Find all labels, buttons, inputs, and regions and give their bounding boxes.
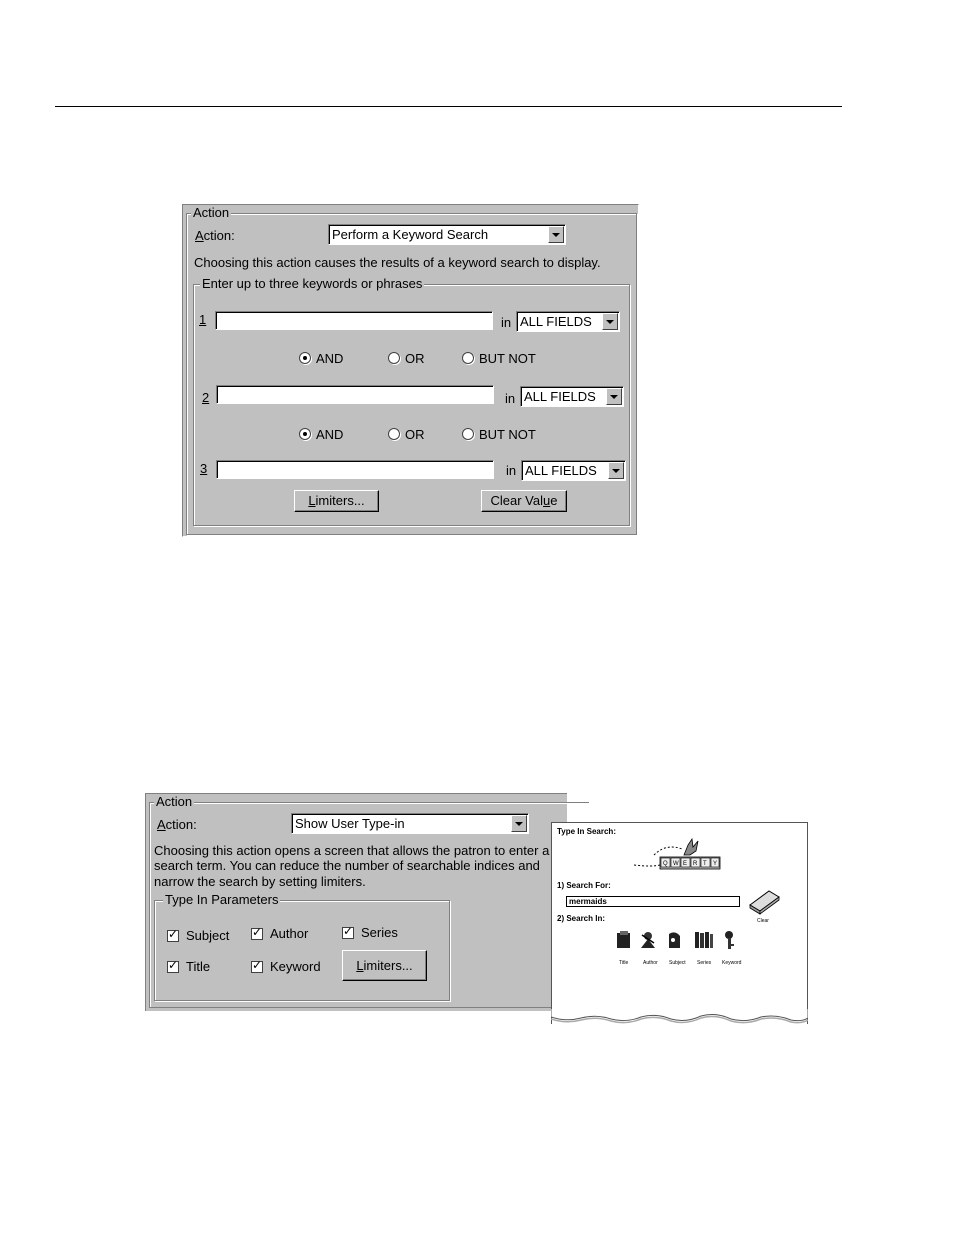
field-select-2[interactable] [520, 386, 624, 407]
field-select-2-value: ALL FIELDS [524, 389, 596, 404]
radio-selected-icon [299, 428, 311, 440]
dropdown-arrow-icon[interactable] [606, 388, 622, 405]
subject-checkbox[interactable]: ✓Subject [167, 928, 229, 943]
radio-selected-icon [299, 352, 311, 364]
action-description-line-2: search term. You can reduce the number of searchable indices and [154, 858, 540, 873]
dropdown-arrow-icon[interactable] [548, 226, 564, 243]
subject-index-icon [669, 932, 680, 948]
limiters-button[interactable]: Limiters... [342, 950, 427, 981]
keyword-row-1-number: 1 [199, 312, 207, 327]
operator-1-or-radio[interactable]: OR [388, 352, 425, 366]
action-description-line-1: Choosing this action opens a screen that allows the patron to enter a [154, 843, 550, 858]
author-checkbox[interactable]: ✓ Author [251, 926, 308, 941]
index-label: Author [643, 960, 658, 966]
author-index-icon [641, 932, 655, 948]
preview-title: Type In Search: [557, 827, 616, 836]
operator-1-and-radio[interactable]: AND [299, 352, 343, 366]
operator-2-and-radio[interactable]: AND [299, 428, 343, 442]
in-label-2: in [505, 391, 516, 406]
keyword-row-3-number: 3 [200, 461, 208, 476]
step-2-label: 2) Search In: [557, 914, 606, 923]
keyword-row-2-number: 2 [202, 390, 210, 405]
keyword-input-1[interactable] [215, 311, 493, 330]
radio-icon [462, 428, 474, 440]
rabbit-keyboard-icon [632, 835, 727, 875]
action-select-value: Show User Type-in [295, 816, 405, 831]
keyword-index-icon [725, 931, 734, 949]
user-typein-action-panel [145, 793, 567, 1011]
action-group-title: Action [193, 205, 230, 220]
radio-icon [388, 352, 400, 364]
eraser-clear-icon[interactable] [747, 887, 781, 915]
key-letter: E [683, 861, 688, 867]
clear-label: Clear [757, 918, 769, 924]
keyword-search-action-panel [182, 204, 639, 537]
keyword-checkbox[interactable]: ✓ Keyword [251, 959, 321, 974]
search-for-input[interactable] [566, 896, 740, 907]
key-letter: W [673, 861, 679, 867]
title-index-icon [617, 931, 630, 948]
index-label: Subject [669, 960, 686, 966]
index-label: Series [697, 960, 712, 966]
radio-icon [462, 352, 474, 364]
key-letter: T [703, 861, 707, 867]
key-letter: Y [713, 861, 718, 867]
action-select[interactable] [291, 813, 529, 834]
page-rule [55, 106, 842, 107]
keyword-input-3[interactable] [216, 460, 494, 479]
keyboard-keys [661, 858, 719, 867]
radio-icon [388, 428, 400, 440]
checkbox-checked-icon [342, 927, 354, 939]
index-label: Title [619, 960, 629, 966]
step-1-label: 1) Search For: [557, 881, 611, 890]
action-label: Action: [195, 228, 235, 243]
action-label: Action: [157, 817, 197, 832]
field-select-3[interactable] [521, 460, 626, 481]
keyword-input-2[interactable] [216, 385, 494, 404]
limiters-button[interactable]: Limiters... [294, 490, 379, 512]
key-letter: R [693, 861, 698, 867]
action-select[interactable] [328, 224, 566, 245]
in-label-1: in [501, 315, 512, 330]
action-select-value: Perform a Keyword Search [332, 227, 489, 242]
type-in-search-preview [551, 822, 808, 1024]
key-letter: Q [663, 861, 668, 867]
action-description-line-3: narrow the search by setting limiters. [154, 874, 366, 889]
search-index-icons [614, 929, 744, 951]
checkbox-checked-icon [167, 930, 179, 942]
field-select-3-value: ALL FIELDS [525, 463, 597, 478]
index-label: Keyword [722, 960, 742, 966]
operator-2-but-not-radio[interactable]: BUT NOT [462, 428, 536, 442]
series-checkbox[interactable]: ✓ Series [342, 925, 398, 940]
operator-2-or-radio[interactable]: OR [388, 428, 425, 442]
field-select-1[interactable] [516, 311, 620, 332]
keywords-group-title: Enter up to three keywords or phrases [202, 276, 423, 291]
operator-1-but-not-radio[interactable]: BUT NOT [462, 352, 536, 366]
checkbox-checked-icon [167, 961, 179, 973]
checkbox-checked-icon [251, 928, 263, 940]
action-group-title: Action [156, 794, 193, 809]
search-for-value: mermaids [569, 897, 607, 906]
title-checkbox[interactable]: ✓Title [167, 959, 210, 974]
checkbox-checked-icon [251, 961, 263, 973]
dropdown-arrow-icon[interactable] [608, 462, 624, 479]
series-index-icon [695, 932, 713, 948]
dropdown-arrow-icon[interactable] [511, 815, 527, 832]
field-select-1-value: ALL FIELDS [520, 314, 592, 329]
dropdown-arrow-icon[interactable] [602, 313, 618, 330]
in-label-3: in [506, 463, 517, 478]
action-description: Choosing this action causes the results of a keyword search to display. [194, 255, 601, 270]
torn-edge [551, 1009, 808, 1025]
clear-value-button[interactable]: Clear Value [481, 490, 567, 512]
type-in-parameters-title: Type In Parameters [165, 892, 279, 907]
